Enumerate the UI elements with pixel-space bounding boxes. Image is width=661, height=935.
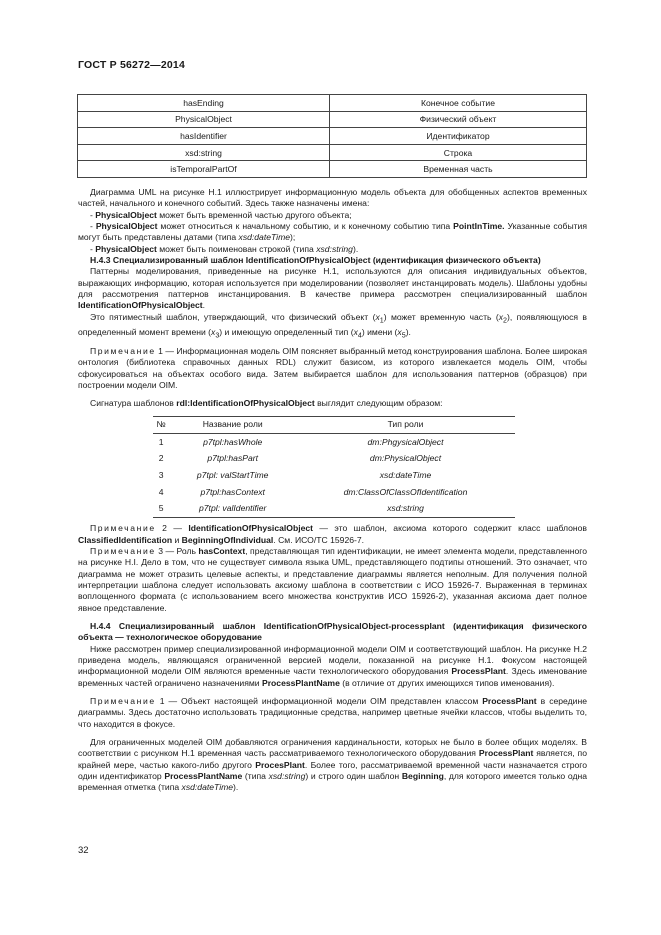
paragraph: Это пятиместный шаблон, утверждающий, что физический объект $(x_1)$ может временную часть $(x_2)$, появляющуюся в определенный момент времени $(x_3)$ и имеющую определенный тип $(x_4)$ имени $(x_5)$. xyxy=(78,311,587,340)
table-cell: isTemporalPartOf xyxy=(78,161,330,178)
table-row xyxy=(78,95,587,112)
table-row: 1 p7tpl:hasWhole dm:PhgysicalObject xyxy=(158,436,444,447)
table-cell: Физический объект xyxy=(330,111,587,128)
table-cell: Строка xyxy=(330,144,587,161)
note: Примечание 1 — Информационная модель OIM поясняет выбранный метод конструирования шаблона. Более широкая онтология (библиотека справочных данных RDL) служит базисом, из которого извлекается модель OIM, чтобы сфокусироваться на объектах особого вида. Затем выбирается шаблон для использования паттернов (образцов) при построении модели OIM. xyxy=(78,345,587,390)
note: Примечание 1 — Объект настоящей информационной модели OIM представлен классом ProcessPlant в середине диаграммы. Здесь достаточно использовать традиционные средства, например цветные ячейки классов, чтобы выделить то, что находится в фокусе. xyxy=(78,696,587,729)
list-item: - PhysicalObject может быть поименован строкой (типа xsd:string). xyxy=(90,243,359,254)
table-row xyxy=(78,144,587,161)
table-cell: hasIdentifier xyxy=(78,128,330,145)
table-row xyxy=(78,111,587,128)
column-header: № xyxy=(153,416,169,434)
paragraph: Паттерны моделирования, приведенные на рисунке Н.1, используются для описания индивидуальных объектов, выражающих информацию, которая используется при моделировании (позволяет инстанцировать модель). Шаблоны удобны для рассмотрения паттернов инстанцирования. В качестве примера рассмотрен специализированный шаблон IdentificationOfPhysicalObject. xyxy=(78,266,587,311)
section-heading: Н.4.4 Специализированный шаблон IdentificationOfPhysicalObject-processplant (идентификация физического объекта — технологическое оборудование xyxy=(78,620,587,643)
paragraph: Сигнатура шаблонов rdl:IdentificationOfPhysicalObject выглядит следующим образом: xyxy=(90,398,443,409)
table-cell: Идентификатор xyxy=(330,128,587,145)
list-item: - PhysicalObject может быть временной частью другого объекта; xyxy=(90,209,352,220)
table-row xyxy=(78,128,587,145)
column-header: Тип роли xyxy=(296,416,515,434)
note: Примечание 3 — Роль hasContext, представляющая тип идентификации, не имеет элемента модели, представленного на рисунке Н.І. Дело в том, что не существует символа языка UML, представляющего подтипы отношений. Это означает, что диаграмма не может отразить целевые аспекты, и представление диаграммы является неполным. Для получения полной интерпретации шаблона следует использовать аксиому шаблона в соответствии с ИСО 15926-7. Выраженная в терминах воплощенного формата (с использованием всего множества конструктив ИСО 15926-2), указанная аксиома дает полное явное представление. xyxy=(78,545,587,613)
table-row: 5 p7tpl: valIdentifier xsd:string xyxy=(158,503,424,514)
note: Примечание 2 — IdentificationOfPhysicalObject — это шаблон, аксиома которого содержит класс шаблонов ClassifiedIdentification и BeginningOfIndividual. См. ИСО/ТС 15926-7. xyxy=(78,523,587,545)
page-header: ГОСТ Р 56272—2014 xyxy=(78,59,186,71)
terms-table xyxy=(77,94,587,178)
paragraph: Диаграмма UML на рисунке Н.1 иллюстрирует информационную модель объекта для обобщенных аспектов временных частей, начального и конечного событий. Здесь также назначены имена: xyxy=(78,187,587,209)
paragraph: Ниже рассмотрен пример специализированной информационной модели OIM и соответствующий шаблон. На рисунке Н.2 приведена модель, являющаяся ограниченной версией модели, показанной на рисунке Н.1. Фокусом настоящей информационной модели OIM являются временные части технологического оборудования ProcessPlant. Здесь именование временных частей ограничено назначениями ProcessPlantName (в отличие от других имеющихся типов именования). xyxy=(78,643,587,688)
list-item: - PhysicalObject может относиться к начальному событию, и к конечному событию типа PointInTime. Указанные события могут быть представлены датами (типа xsd:dateTime); xyxy=(78,221,588,243)
table-cell: xsd:string xyxy=(78,144,330,161)
table-cell: hasEnding xyxy=(78,95,330,112)
table-row: 3 p7tpl: valStartTime xsd:dateTime xyxy=(158,470,432,481)
table-row xyxy=(78,161,587,178)
table-cell: Временная часть xyxy=(330,161,587,178)
table-row: 2 p7tpl:hasPart dm:PhysicalObject xyxy=(158,453,442,464)
section-heading: Н.4.3 Специализированный шаблон IdentificationOfPhysicalObject (идентификация физического объекта) xyxy=(90,255,541,266)
table-cell: PhysicalObject xyxy=(78,111,330,128)
body-text xyxy=(78,187,587,794)
signature-table xyxy=(153,416,515,519)
table-cell: Конечное событие xyxy=(330,95,587,112)
table-header-row xyxy=(153,416,515,434)
paragraph: Для ограниченных моделей OIM добавляются ограничения кардинальности, которых не было в более общих моделях. В соответствии с рисунком Н.1 временная часть рассматриваемого технологического оборудования ProcessPlant является, по крайней мере, частью какого-либо другого ProcesPlant. Более того, рассматриваемой временной части назначается строго один идентификатор ProcessPlantName (типа xsd:string) и строго один шаблон Beginning, для которого имеется только одна временная отметка (типа xsd:dateTime). xyxy=(78,737,588,793)
table-row: 4 p7tpl:hasContext dm:ClassOfClassOfIdentification xyxy=(158,486,468,497)
column-header: Название роли xyxy=(169,416,296,434)
page-number: 32 xyxy=(78,845,89,856)
